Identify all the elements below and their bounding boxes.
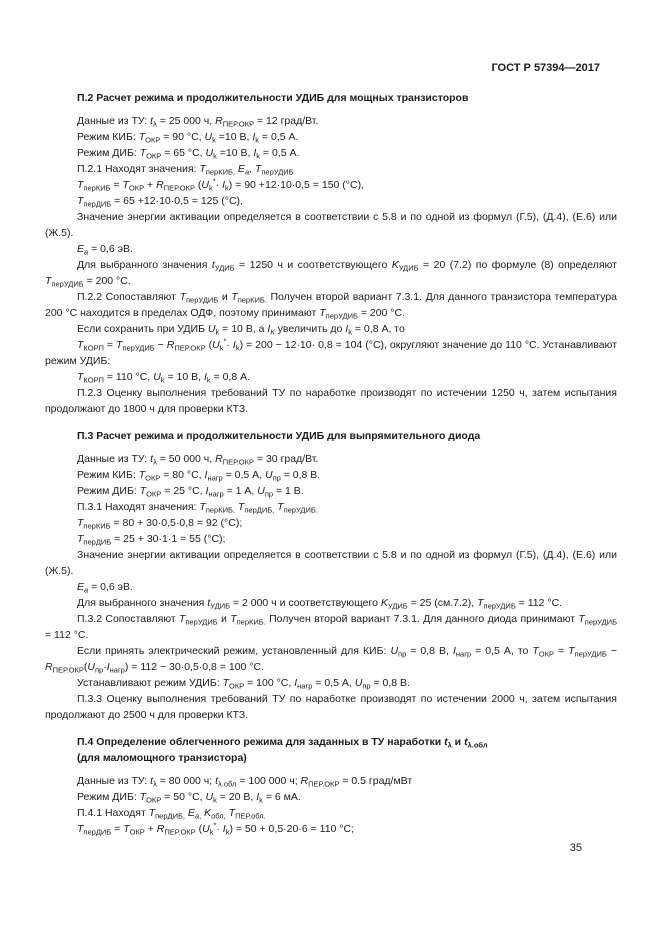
paragraph: $E_a = 0,6$ эВ. [77,581,133,595]
paragraph: Режим ДИБ: $T_{ОКР} = 50$ °С, $U_k = 20$ В, $I_k = 6$ мА. [77,791,301,805]
section-heading [45,734,617,766]
paragraph: Если принять электрический режим, установленный для КИБ: $U_{пр} = 0,8$ В, $I_{нагр} = 0,5$ А, то $T_{ОКР} = T_{перУДИБ} - R_{ПЕР.ОКР}(U_{пр}\cdot I_{нагр}) = 112 - 30\cdot 0,5\cdot 0,8 = 100$ °С. [45,645,617,675]
paragraph: $T_{КОРП} = T_{перУДИБ} - R_{ПЕР.ОКР}$ $(U_k^*\cdot I_k) = 200 - 12\cdot 10\cdot 0,8 = 104$ (°С), округляют значение до 110 °С. Устанавливают режим УДИБ: [45,336,618,367]
paragraph: П.4.1 Находят $T_{перДИБ,}$ $E_{a,}$ $K_{обл,}$ $T_{ПЕР.обл.}$ [77,807,266,821]
paragraph: Данные из ТУ: $t_\lambda = 50$ 000 ч, $R_{ПЕР.ОКР} = 30$ град/Вт. [77,453,319,467]
paragraph: Режим КИБ: $T_{ОКР} = 80$ °С, $I_{нагр} = 0,5$ А, $U_{пр} = 0,8$ В. [77,469,321,483]
section-heading-line: П.3 Расчет режима и продолжительности УДИБ для выпрямительного диода [77,430,481,442]
paragraph: Устанавливают режим УДИБ: $T_{ОКР} = 100$ °С, $I_{нагр} = 0,5$ А, $U_{пр} = 0,8$ В. [77,677,410,691]
paragraph: $T_{перКИБ} = T_{ОКР} + R_{ПЕР.ОКР}$ $(U_k^*\cdot I_k) = 90 +12\cdot 10\cdot 0,5 = 150$ (°С), [77,176,364,193]
paragraph: Данные из ТУ: $t_\lambda = 80$ 000 ч; $t_{\lambda.обл} = 100$ 000 ч; $R_{ПЕР.ОКР} = 0.5$ град/мВт [77,775,413,789]
section-heading-line: П.2 Расчет режима и продолжительности УДИБ для мощных транзисторов [77,92,469,104]
paragraph: Данные из ТУ: $t_\lambda = 25$ 000 ч, $R_{ПЕР.ОКР} = 12$ град/Вт. [77,115,319,129]
section-heading-line: П.4 Определение облегченного режима для заданных в ТУ наработки $t_\lambda$ и $t_{\lambda.обл}$ [77,736,488,750]
paragraph: $T_{перКИБ} = 80 + 30\cdot 0,5\cdot 0,8 = 92$ (°С); [77,517,243,531]
paragraph: П.2.2 Сопоставляют $T_{перУДИБ}$ и $T_{перКИБ.}$ Получен второй вариант 7.3.1. Для данного транзистора температура 200 °С находится в пределах ОДФ, поэтому принимают $T_{перУДИБ} = 200$ °С. [45,291,618,321]
paragraph: Значение энергии активации определяется в соответствии с 5.8 и по одной из формул (Г.5), (Д.4), (Е.6) или (Ж.5). [45,549,617,577]
section [45,90,617,417]
section-heading [45,90,617,106]
paragraph: Для выбранного значения $t_{УДИБ} = 1250$ ч и соответствующего $K_{УДИБ} = 20$ (7.2) по формуле (8) определяют $T_{перУДИБ} = 200$ °С. [45,259,617,289]
paragraph: $T_{КОРП} = 110$ °С, $U_k = 10$ В, $I_k = 0,8$ А. [77,371,251,385]
paragraph: Значение энергии активации определяется в соответствии с 5.8 и по одной из формул (Г.5), (Д.4), (Е.6) или (Ж.5). [45,211,617,239]
page-number: 35 [569,842,582,854]
section-heading-line: (для маломощного транзистора) [77,752,247,764]
standard-number: ГОСТ Р 57394—2017 [491,62,600,74]
paragraph: П.2.3 Оценку выполнения требований ТУ по наработке производят по истечении 1250 ч, затем испытания продолжают до 1800 ч для проверки КТЗ. [45,387,617,415]
paragraph: Если сохранить при УДИБ $U_k = 10$ В, а $I_К$ увеличить до $I_k = 0,8$ А, то [77,323,405,337]
paragraph: П.3.1 Находят значения: $T_{перКИБ,}$ $T_{перДИБ,}$ $T_{перУДИБ.}$ [77,501,318,515]
paragraph: П.3.3 Оценку выполнения требований ТУ по наработке производят по истечении 2000 ч, затем испытания продолжают до 2500 ч для проверки КТЗ. [45,693,617,721]
document-body [45,90,617,837]
paragraph: $T_{перДИБ} = 65 +12\cdot 10\cdot 0,5 = 125$ (°С), [77,195,243,209]
paragraph: $T_{перДИБ} = 25 + 30\cdot 1\cdot 1 = 55$ (°С); [77,533,226,547]
paragraph: Режим ДИБ: $T_{ОКР} = 25$ °С, $I_{нагр} = 1$ А, $U_{пр} = 1$ В. [77,485,304,499]
section-heading [45,428,617,444]
section [45,428,617,723]
section [45,734,617,837]
paragraph: $T_{перДИБ} = T_{ОКР} + R_{ПЕР.ОКР}$ $(U_k^*\cdot I_k) = 50 + 0,5\cdot 20\cdot 6 = 110$ °С; [77,820,354,837]
paragraph: П.2.1 Находят значения: $T_{перКИБ,}$ $E_a$, $T_{перУДИБ}$ [77,163,294,177]
paragraph: Режим КИБ: $T_{ОКР} = 90$ °С, $U_k =10$ В, $I_k = 0,5$ А. [77,131,299,145]
paragraph: Режим ДИБ: $T_{ОКР} = 65$ °С, $U_k =10$ В, $I_k = 0,5$ А. [77,147,300,161]
paragraph: П.3.2 Сопоставляют $T_{перУДИБ}$ и $T_{перКИБ.}$ Получен второй вариант 7.3.1. Для данного диода принимают $T_{перУДИБ} = 112$ °С. [45,613,617,641]
paragraph: Для выбранного значения $t_{УДИБ} = 2$ 000 ч и соответствующего $K_{УДИБ} = 25$ (см.7.2), $T_{перУДИБ} = 112$ °С. [77,597,563,611]
paragraph: $E_a = 0,6$ эВ. [77,243,133,257]
